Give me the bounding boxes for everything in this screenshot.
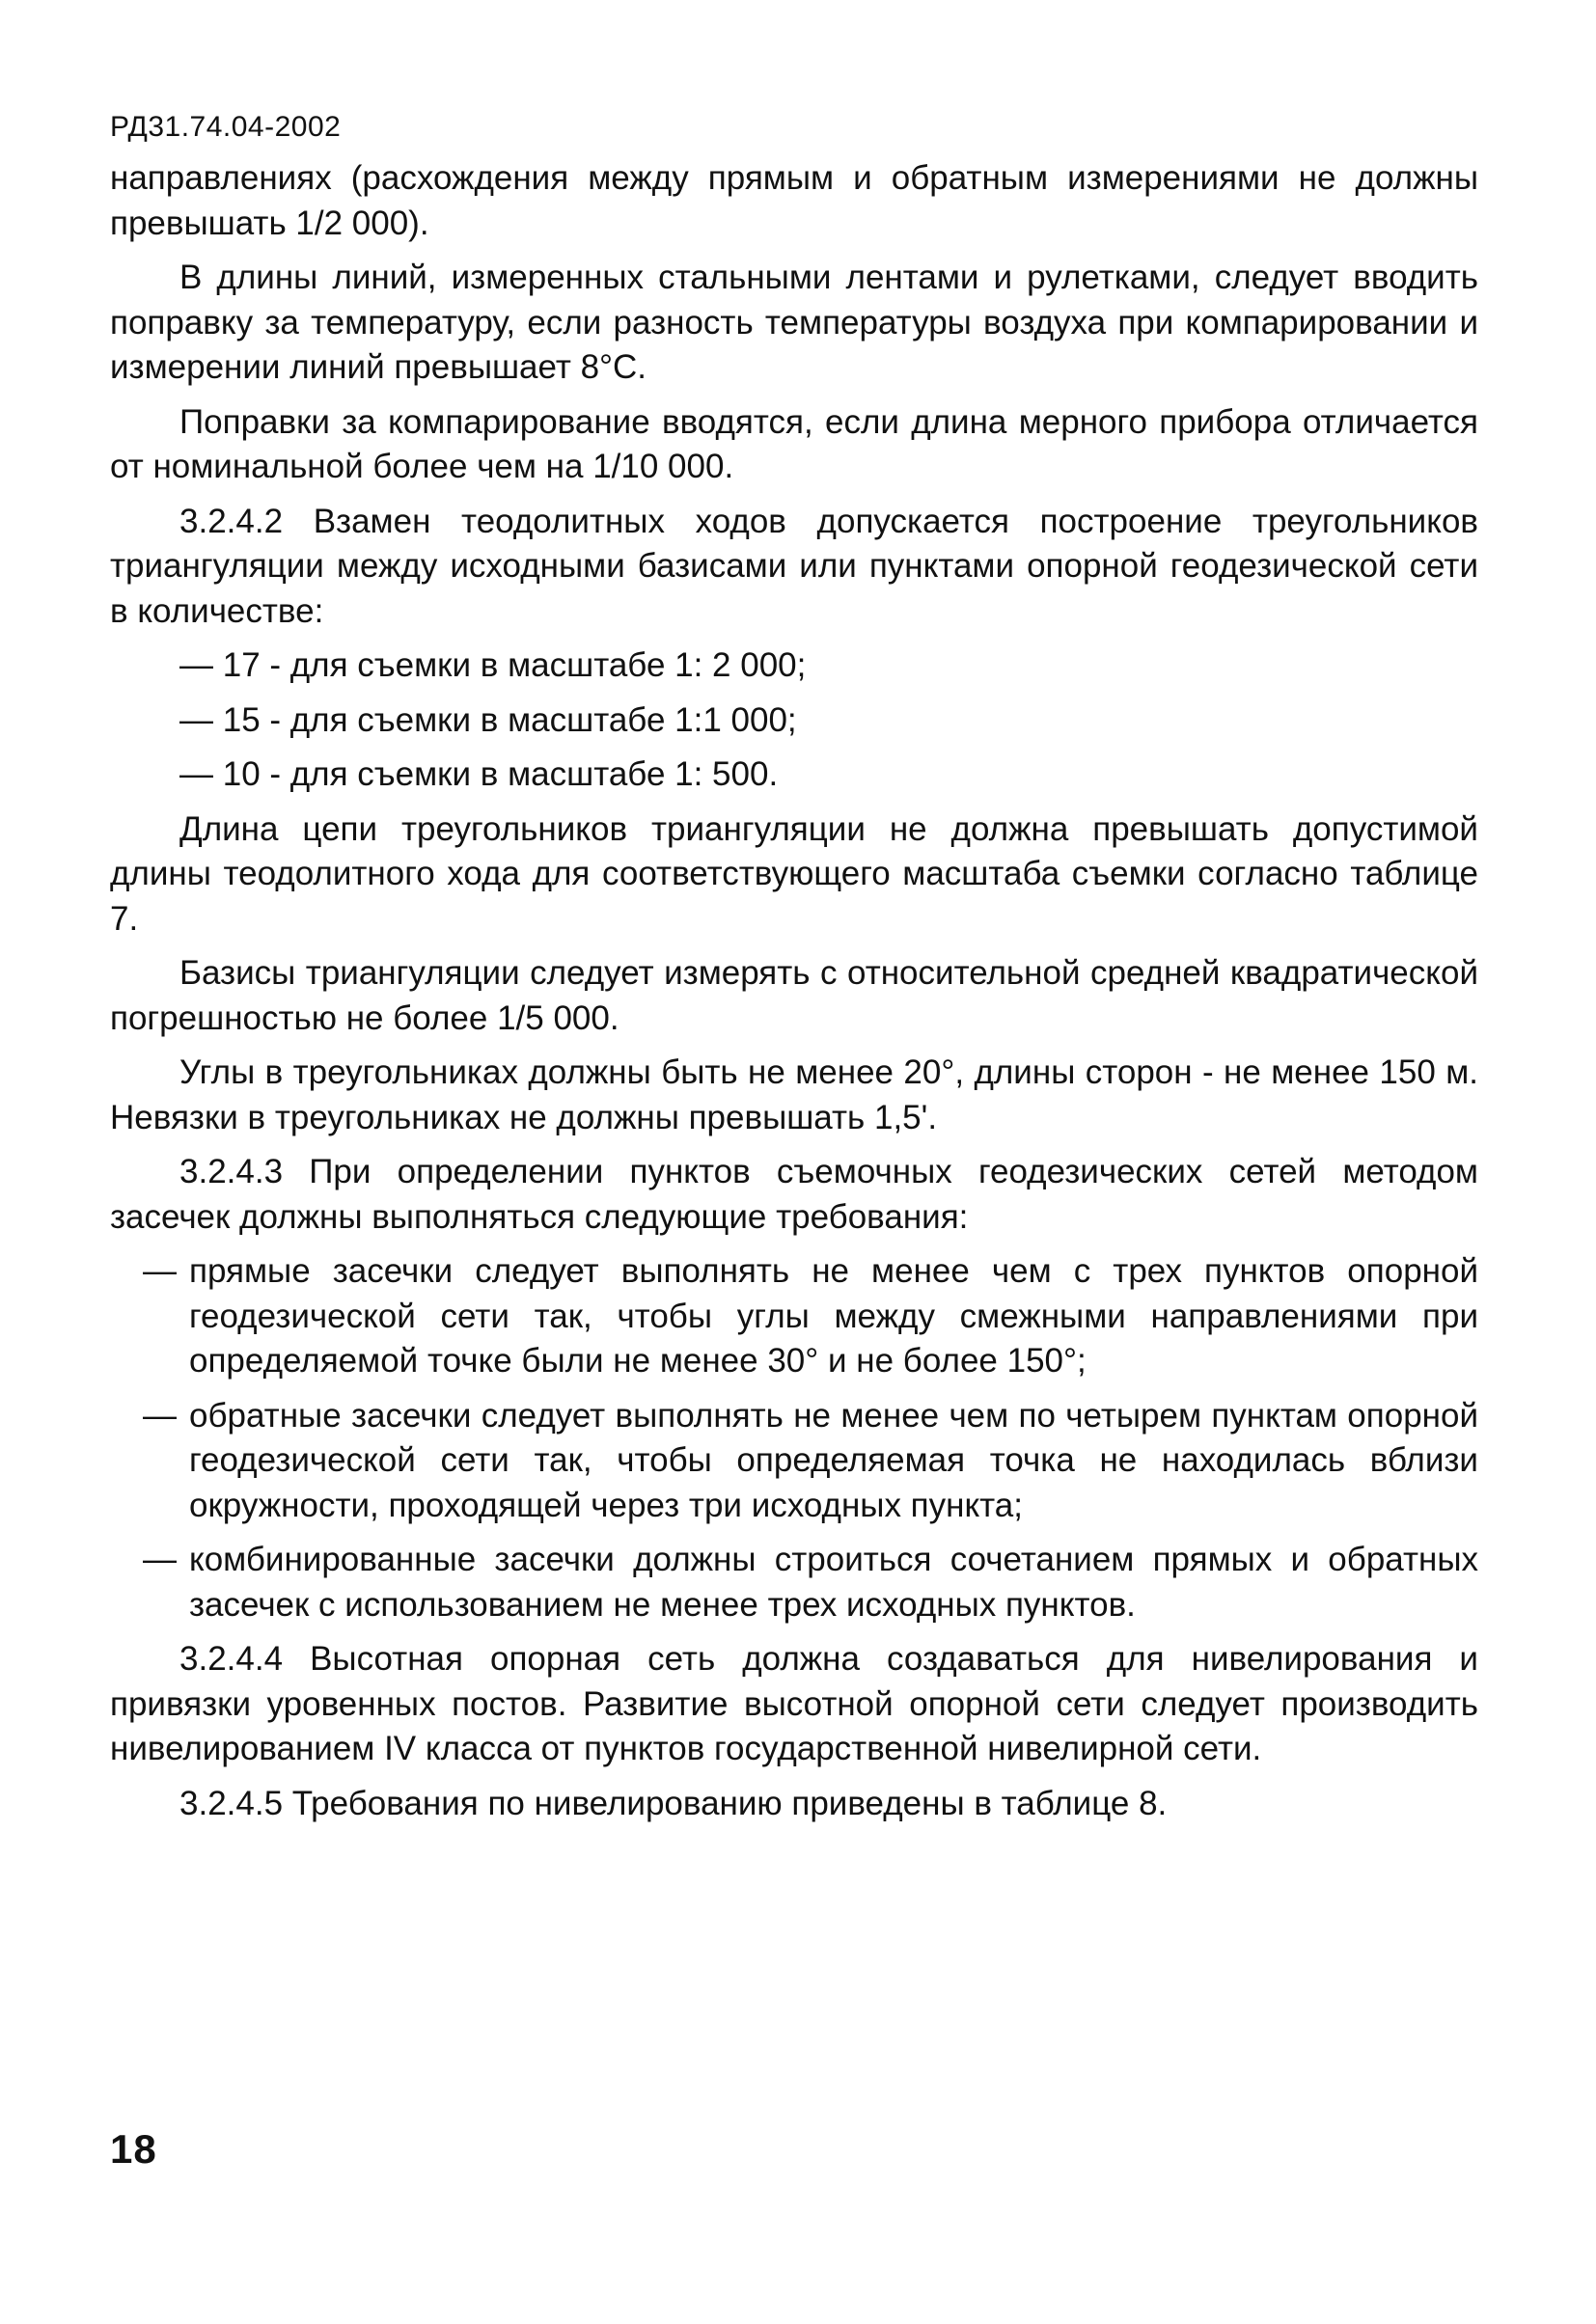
triangle-count-list <box>110 643 1478 798</box>
list-item: — 10 - для съемки в масштабе 1: 500. <box>179 755 779 793</box>
dash-marker: — <box>143 1252 177 1290</box>
dash-marker: — <box>143 1541 177 1578</box>
paragraph-angles: Углы в треугольниках должны быть не менее 20°, длины сторон - не менее 150 м. Невязки в треугольниках не должны превышать 1,5'. <box>110 1053 1478 1136</box>
paragraph-3-2-4-4: 3.2.4.4 Высотная опорная сеть должна создаваться для нивелирования и привязки уровенных постов. Развитие высотной опорной сети следует производить нивелированием IV класса от пунктов государственной нивелирной сети. <box>110 1640 1478 1767</box>
list-item <box>110 1394 1478 1529</box>
list-item: — 15 - для съемки в масштабе 1:1 000; <box>179 700 797 739</box>
resection-requirements-list <box>110 1249 1478 1627</box>
paragraph-3-2-4-3: 3.2.4.3 При определении пунктов съемочных геодезических сетей методом засечек должны выполняться следующие требования: <box>110 1153 1478 1236</box>
list-item-text: прямые засечки следует выполнять не менее чем с трех пунктов опорной геодезической сети так, чтобы углы между смежными направлениями при определяемой точке были не менее 30° и не более 150°; <box>189 1252 1478 1380</box>
document-code: РД31.74.04-2002 <box>110 111 342 143</box>
list-item-text: комбинированные засечки должны строиться сочетанием прямых и обратных засечек с использованием не менее трех исходных пунктов. <box>189 1541 1478 1624</box>
paragraph-3-2-4-2: 3.2.4.2 Взамен теодолитных ходов допускается построение треугольников триангуляции между исходными базисами или пунктами опорной геодезической сети в количестве: <box>110 502 1478 630</box>
list-item: — 17 - для съемки в масштабе 1: 2 000; <box>179 646 807 684</box>
paragraph-chain-length: Длина цепи треугольников триангуляции не должна превышать допустимой длины теодолитного хода для соответствующего масштаба съемки согласно таблице 7. <box>110 809 1478 938</box>
list-item <box>110 1538 1478 1627</box>
paragraph-comparison-correction: Поправки за компарирование вводятся, если длина мерного прибора отличается от номинальной более чем на 1/10 000. <box>110 402 1478 485</box>
paragraph-continuation: направлениях (расхождения между прямым и обратным измерениями не должны превышать 1/2 000). <box>110 159 1478 242</box>
dash-marker: — <box>143 1396 177 1435</box>
paragraph-bases: Базисы триангуляции следует измерять с относительной средней квадратической погрешностью не более 1/5 000. <box>110 954 1478 1037</box>
list-item-text: обратные засечки следует выполнять не менее чем по четырем пунктам опорной геодезической сети так, чтобы определяемая точка не находилась вблизи окружности, проходящей через три исходных пункта; <box>189 1396 1478 1524</box>
document-body <box>110 156 1478 1826</box>
page-number: 18 <box>110 2126 157 2172</box>
paragraph-3-2-4-5: 3.2.4.5 Требования по нивелированию приведены в таблице 8. <box>179 1784 1168 1822</box>
list-item <box>110 1249 1478 1384</box>
paragraph-temperature-correction: В длины линий, измеренных стальными лентами и рулетками, следует вводить поправку за температуру, если разность температуры воздуха при компарировании и измерении линий превышает 8°С. <box>110 259 1478 386</box>
